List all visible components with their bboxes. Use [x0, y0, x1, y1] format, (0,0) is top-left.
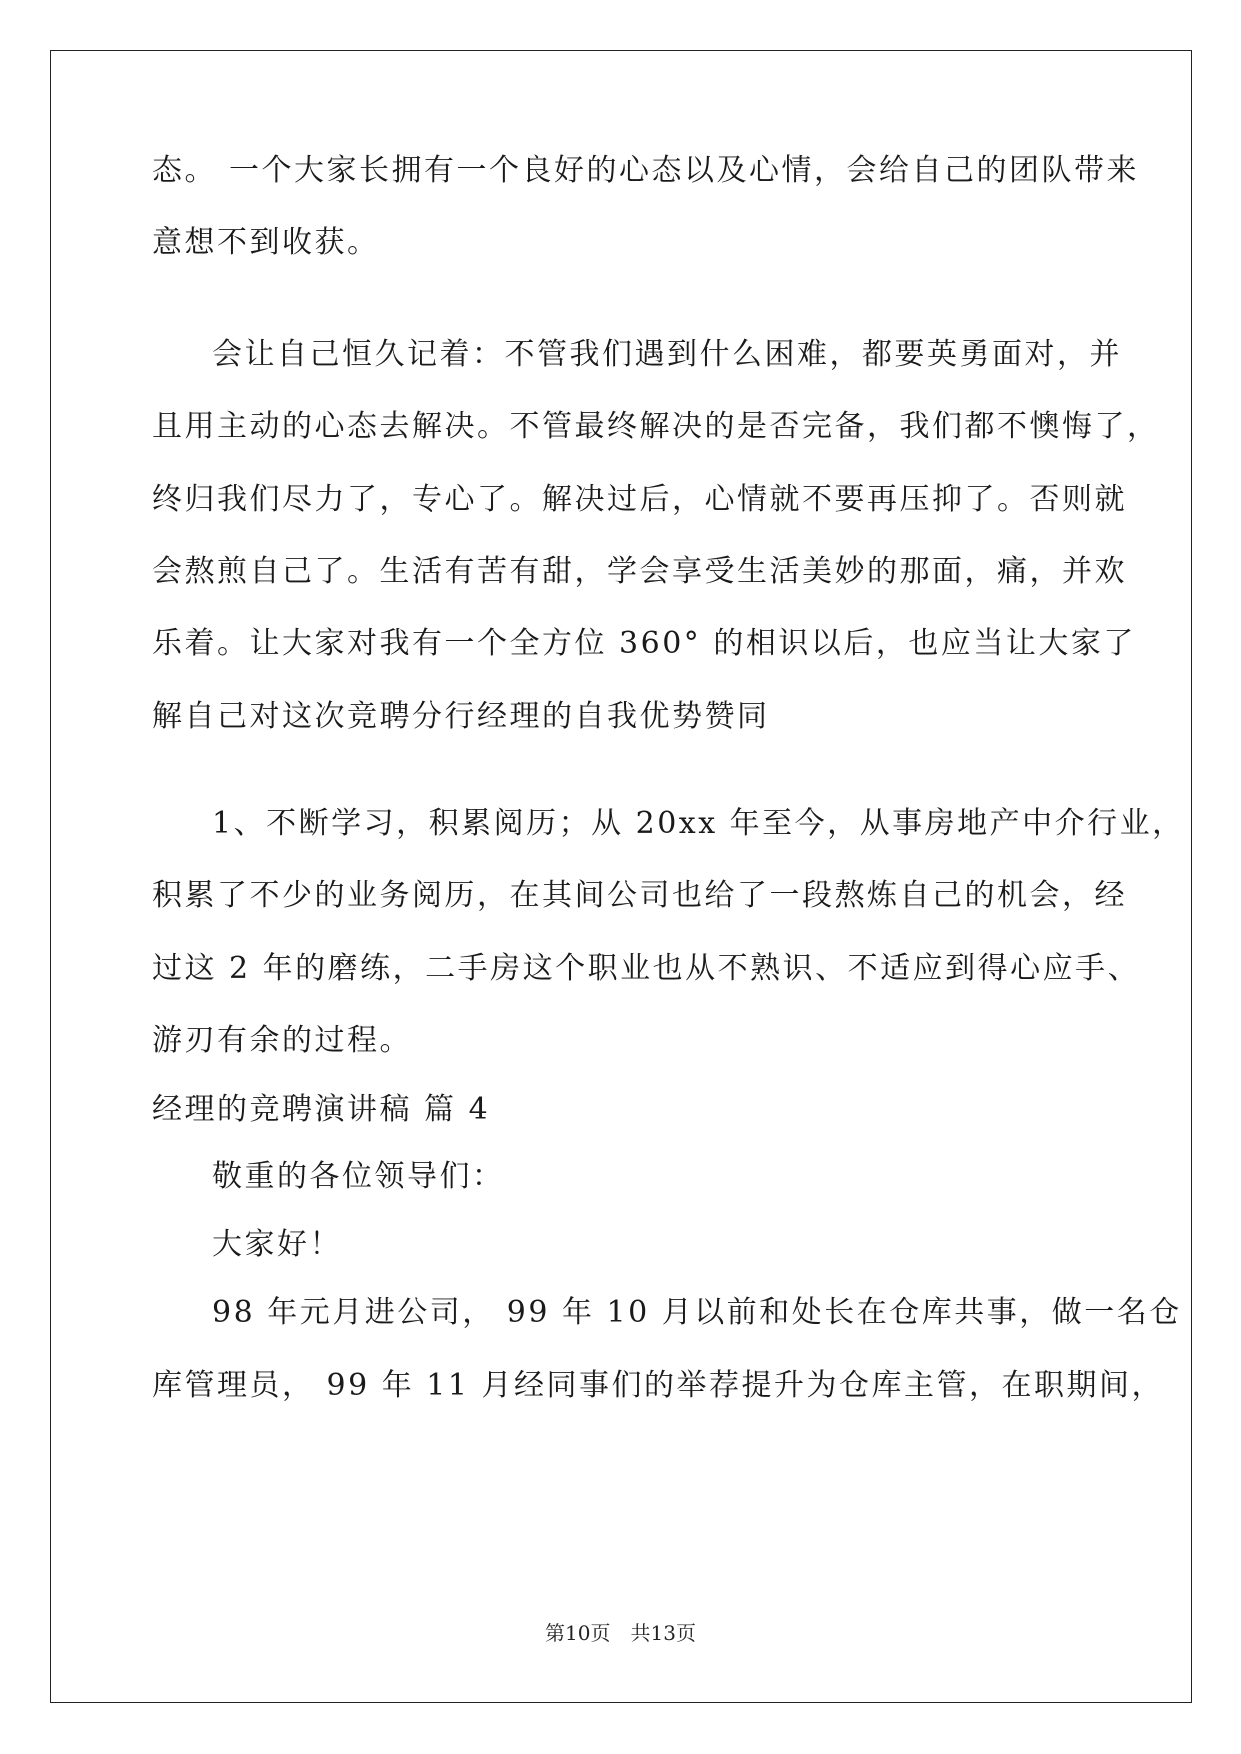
text-line: 且用主动的心态去解决。不管最终解决的是否完备，我们都不懊悔了， [152, 409, 1160, 444]
text-line: 态。 一个大家长拥有一个良好的心态以及心情，会给自己的团队带来 [152, 153, 1140, 188]
text-line: 1、不断学习，积累阅历；从 20xx 年至今，从事房地产中介行业， [212, 806, 1185, 841]
text-line: 意想不到收获。 [152, 225, 380, 260]
greeting: 大家好！ [212, 1227, 342, 1262]
section-heading: 经理的竞聘演讲稿 篇 4 [152, 1092, 491, 1127]
text-line: 积累了不少的业务阅历，在其间公司也给了一段熬炼自己的机会，经 [152, 878, 1127, 913]
text-line: 解自己对这次竞聘分行经理的自我优势赞同 [152, 699, 770, 734]
salutation: 敬重的各位领导们： [212, 1159, 505, 1194]
page-number: 第10页 共13页 [545, 1621, 696, 1645]
text-line: 过这 2 年的磨练，二手房这个职业也从不熟识、不适应到得心应手、 [152, 951, 1141, 986]
text-line: 乐着。让大家对我有一个全方位 360° 的相识以后，也应当让大家了 [152, 626, 1136, 661]
text-line: 库管理员， 99 年 11 月经同事们的举荐提升为仓库主管，在职期间， [152, 1368, 1164, 1403]
text-line: 98 年元月进公司， 99 年 10 月以前和处长在仓库共事，做一名仓 [212, 1295, 1182, 1330]
text-line: 会让自己恒久记着：不管我们遇到什么困难，都要英勇面对，并 [212, 337, 1122, 372]
text-line: 会熬煎自己了。生活有苦有甜，学会享受生活美妙的那面，痛，并欢 [152, 554, 1127, 589]
text-line: 游刃有余的过程。 [152, 1023, 412, 1058]
text-line: 终归我们尽力了，专心了。解决过后，心情就不要再压抑了。否则就 [152, 482, 1127, 517]
